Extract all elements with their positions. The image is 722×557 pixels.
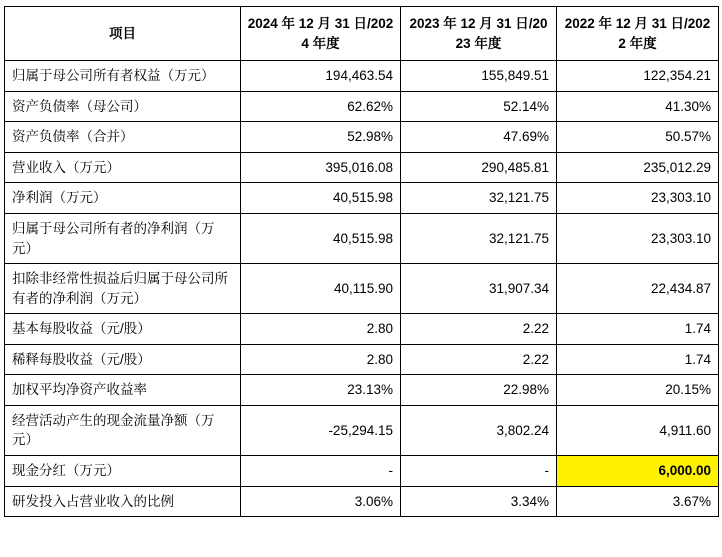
cell-2024: 2.80 [241,314,401,345]
table-body [5,61,719,517]
table-header [5,7,719,61]
table-row [5,183,719,214]
cell-2024: -25,294.15 [241,405,401,455]
table-row [5,456,719,487]
column-header-2022: 2022 年 12 月 31 日/2022 年度 [557,7,719,61]
table-row [5,344,719,375]
cell-2024: 40,515.98 [241,183,401,214]
cell-2023: 22.98% [401,375,557,406]
cell-2022: 235,012.29 [557,152,719,183]
cell-2022: 23,303.10 [557,183,719,214]
cell-2023: - [401,456,557,487]
cell-2022: 22,434.87 [557,264,719,314]
cell-2023: 2.22 [401,344,557,375]
table-row [5,122,719,153]
cell-2022: 50.57% [557,122,719,153]
row-label: 资产负债率（合并） [5,122,241,153]
table-row [5,91,719,122]
cell-2022: 1.74 [557,344,719,375]
row-label: 经营活动产生的现金流量净额（万元） [5,405,241,455]
column-header-2023: 2023 年 12 月 31 日/2023 年度 [401,7,557,61]
table-row [5,264,719,314]
table-row [5,375,719,406]
row-label: 归属于母公司所有者的净利润（万元） [5,213,241,263]
cell-2022-highlighted: 6,000.00 [557,456,719,487]
row-label: 加权平均净资产收益率 [5,375,241,406]
cell-2023: 2.22 [401,314,557,345]
cell-2023: 290,485.81 [401,152,557,183]
cell-2024: 62.62% [241,91,401,122]
column-header-2024: 2024 年 12 月 31 日/2024 年度 [241,7,401,61]
table-row [5,314,719,345]
cell-2023: 52.14% [401,91,557,122]
header-row [5,7,719,61]
cell-2023: 32,121.75 [401,183,557,214]
cell-2022: 122,354.21 [557,61,719,92]
row-label: 扣除非经常性损益后归属于母公司所有者的净利润（万元） [5,264,241,314]
cell-2023: 32,121.75 [401,213,557,263]
cell-2023: 3.34% [401,486,557,517]
cell-2023: 31,907.34 [401,264,557,314]
cell-2024: 3.06% [241,486,401,517]
table-row [5,61,719,92]
cell-2024: 23.13% [241,375,401,406]
cell-2024: 2.80 [241,344,401,375]
row-label: 营业收入（万元） [5,152,241,183]
cell-2024: 52.98% [241,122,401,153]
table-row [5,213,719,263]
financial-summary-table [4,6,719,517]
table-row [5,486,719,517]
row-label: 稀释每股收益（元/股） [5,344,241,375]
row-label: 归属于母公司所有者权益（万元） [5,61,241,92]
cell-2024: 40,115.90 [241,264,401,314]
column-header-item: 项目 [5,7,241,61]
row-label: 净利润（万元） [5,183,241,214]
table-row [5,152,719,183]
row-label: 基本每股收益（元/股） [5,314,241,345]
cell-2024: - [241,456,401,487]
cell-2022: 3.67% [557,486,719,517]
row-label: 研发投入占营业收入的比例 [5,486,241,517]
cell-2024: 395,016.08 [241,152,401,183]
cell-2024: 194,463.54 [241,61,401,92]
cell-2023: 3,802.24 [401,405,557,455]
cell-2023: 155,849.51 [401,61,557,92]
cell-2024: 40,515.98 [241,213,401,263]
cell-2022: 1.74 [557,314,719,345]
table-row [5,405,719,455]
row-label: 资产负债率（母公司） [5,91,241,122]
row-label: 现金分红（万元） [5,456,241,487]
cell-2022: 4,911.60 [557,405,719,455]
cell-2023: 47.69% [401,122,557,153]
cell-2022: 23,303.10 [557,213,719,263]
cell-2022: 41.30% [557,91,719,122]
cell-2022: 20.15% [557,375,719,406]
